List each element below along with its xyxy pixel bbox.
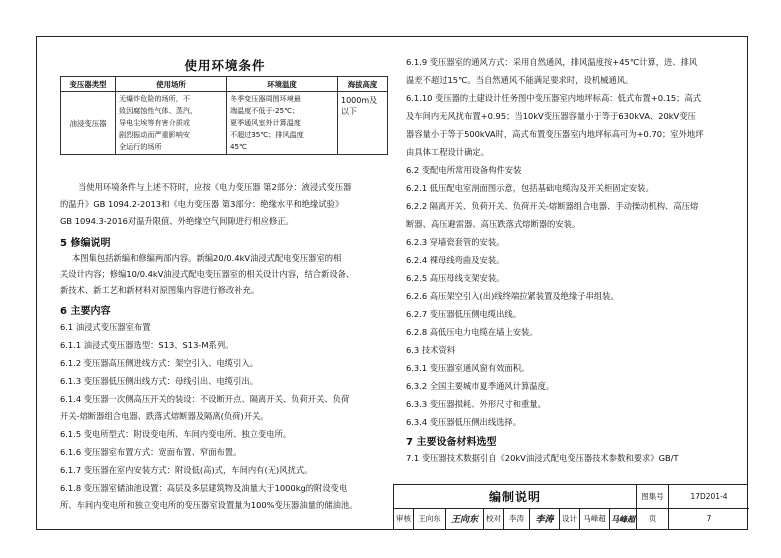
table-cell-line: 夏季通风室外计算温度: [230, 118, 301, 127]
body-line: 6.2.3 穿墙瓷套管的安装。: [406, 237, 505, 247]
designer-name: 马峰超: [580, 509, 610, 529]
body-line: 6.2.7 变压器低压侧电缆出线。: [406, 309, 522, 319]
body-line: 及车间内无风扰布置+0.95；当10kV变压器容量小于等于630kVA、20kV变压: [406, 111, 696, 121]
note-line: GB 1094.3-2016对温升限值、外绝缘空气间隙进行相应修正。: [60, 216, 294, 226]
reviewer-signature: [446, 509, 484, 529]
body-line: 6.3.2 全国主要城市夏季通风计算温度。: [406, 381, 555, 391]
body-line: 6.3.4 变压器低压侧出线选择。: [406, 417, 522, 427]
body-line: 6.3 技术资料: [406, 345, 456, 355]
designer-signature: [610, 509, 637, 529]
reviewer-name: 王向东: [414, 509, 446, 529]
table-cell-temperature: [227, 92, 338, 155]
list-item: 6.1.5 变电所型式：附设变电所、车间内变电所、独立变电所。: [60, 429, 292, 439]
checker-name: 李涛: [504, 509, 530, 529]
table-header: 变压器类型: [61, 77, 116, 92]
page-number: 7: [706, 514, 712, 523]
table-cell-line: 导电尘埃等有害介质或: [119, 118, 190, 127]
table-cell-line: 致因腐蚀性气体、蒸汽、: [119, 106, 198, 115]
table-cell-altitude: 1000m及以下: [338, 92, 388, 155]
table-cell-line: 端温度不低于-25℃；: [230, 106, 300, 115]
table-cell-line: 45℃: [230, 142, 247, 151]
table-cell-line: 冬季变压器周围环境最: [230, 94, 301, 103]
list-item: 6.1.4 变压器一次侧高压开关的装设：不设断开点、隔离开关、负荷开关、负荷: [60, 394, 350, 404]
list-item: 6.1 油浸式变压器室布置: [60, 322, 151, 332]
table-header: 使用场所: [116, 77, 227, 92]
body-line: 断器、高压避雷器、高压跌落式熔断器的安装。: [406, 219, 581, 229]
note-line: 的温升》GB 1094.2-2013和《电力变压器 第3部分：绝缘水平和绝缘试验》: [60, 199, 344, 209]
body-line: 新技术、新工艺和新材料对原图集内容进行修改补充。: [60, 285, 260, 295]
body-line: 6.2.1 低压配电室剖面图示意，包括基础电缆沟及开关柜固定安装。: [406, 183, 654, 193]
design-label: 设计: [560, 509, 580, 529]
table-cell-place: [116, 92, 227, 155]
drawing-title: 编制说明: [394, 485, 637, 509]
section-heading: 6 主要内容: [60, 306, 111, 317]
table-header: 环境温度: [227, 77, 338, 92]
body-line: 6.2.2 隔离开关、负荷开关、负荷开关-熔断器组合电器、手动操动机构、高压熔: [406, 201, 699, 211]
checker-signature-text: 李涛: [535, 515, 554, 525]
body-line: 6.2.6 高压架空引入(出)线终端拉紧装置及绝缘子串组装。: [406, 291, 619, 301]
review-label: 审核: [394, 509, 414, 529]
body-line: 6.2.5 高压母线支架安装。: [406, 273, 505, 283]
body-line: 6.2.8 高低压电力电缆在墙上安装。: [406, 327, 538, 337]
section-heading: 7 主要设备材料选型: [406, 437, 497, 448]
reviewer-signature-text: 王向东: [450, 515, 478, 525]
list-item: 所、车间内变电所和独立变电所的变压器室设置量为100%变压器油量的储油池。: [60, 500, 358, 510]
table-header: 海拔高度: [338, 77, 388, 92]
body-line: 6.1.10 变压器的土建设计任务图中变压器室内地坪标高：低式布置+0.15；高式: [406, 93, 702, 103]
check-label: 校对: [484, 509, 504, 529]
table-cell-line: 剧烈振动而严重影响安: [119, 130, 190, 139]
list-item: 6.1.1 油浸式变压器选型：S13、S13-M系列。: [60, 340, 234, 350]
table-cell-type: 油浸变压器: [61, 92, 116, 155]
table-cell-line: 全运行的场所: [119, 142, 162, 151]
page-label: 页: [637, 509, 669, 529]
body-line: 关设计内容；修编10/0.4kV油浸式配电变压器室的相关设计内容，结合新设备、: [60, 269, 355, 279]
list-item: 6.1.2 变压器高压侧进线方式：架空引入、电缆引入。: [60, 358, 258, 368]
body-line: 温差不超过15℃。当自然通风不能满足要求时，设机械通风。: [406, 75, 634, 85]
table-cell-line: 不超过35℃；排风温度: [230, 130, 304, 139]
body-line: 6.1.9 变压器室的通风方式：采用自然通风，排风温度按+45℃计算，进、排风: [406, 57, 698, 67]
body-line: 由具体工程设计确定。: [406, 147, 489, 157]
checker-signature: [530, 509, 560, 529]
list-item: 6.1.7 变压器在室内安装方式：附设低(高)式，车间内有(无)风扰式。: [60, 465, 313, 475]
table-cell-line: 无爆炸危险的场所，不: [119, 94, 190, 103]
body-line: 7.1 变压器技术数据引自《20kV油浸式配电变压器技术参数和要求》GB/T: [406, 453, 679, 463]
environment-table: [60, 76, 388, 155]
list-item: 6.1.3 变压器低压侧出线方式：母线引出、电缆引出。: [60, 376, 258, 386]
atlas-number: 17D201-4: [669, 485, 749, 509]
body-line: 6.2 变配电所常用设备构件安装: [406, 165, 522, 175]
body-line: 6.3.1 变压器室通风窗有效面积。: [406, 363, 530, 373]
list-item: 6.1.6 变压器室布置方式：宽面布置、窄面布置。: [60, 447, 242, 457]
designer-signature-text: 马峰超: [611, 514, 635, 524]
list-item: 开关-熔断器组合电器、跌落式熔断器及隔离(负荷)开关。: [60, 411, 269, 421]
note-line: 当使用环境条件与上述不符时，应按《电力变压器 第2部分：液浸式变压器: [78, 182, 352, 192]
section-heading: 5 修编说明: [60, 238, 111, 249]
atlas-label: 图集号: [637, 485, 669, 509]
body-line: 本图集包括新编和修编两部内容。新编20/0.4kV油浸式配电变压器室的相: [72, 253, 342, 263]
body-line: 6.2.4 裸母线弯曲及安装。: [406, 255, 505, 265]
list-item: 6.1.8 变压器室储油池设置：高层及多层建筑物及油量大于1000kg的附设变电: [60, 483, 348, 493]
body-line: 器容量小于等于500kVA时，高式布置变压器室内地坪标高可为+0.70；室外地坪: [406, 129, 704, 139]
table-title: 使用环境条件: [184, 58, 266, 73]
title-block: [393, 484, 748, 530]
signature-row: [394, 509, 749, 529]
body-line: 6.3.3 变压器损耗、外形尺寸和重量。: [406, 399, 546, 409]
